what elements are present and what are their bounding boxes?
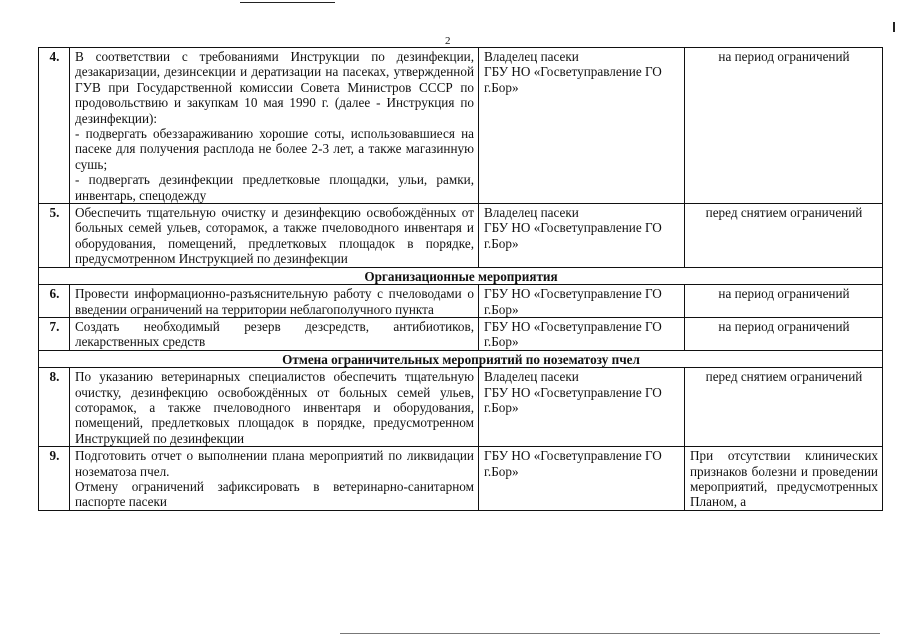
scan-mark-bottom (340, 633, 880, 634)
responsible-entry: ГБУ НО «Госветуправление ГО г.Бор» (484, 448, 662, 479)
execution-term: на период ограничений (685, 317, 883, 350)
execution-term: перед снятием ограничений (685, 204, 883, 268)
responsible-party (479, 48, 685, 204)
measure-description (70, 368, 479, 447)
responsible-party (479, 368, 685, 447)
measure-description (70, 447, 479, 511)
description-paragraph: Отмену ограничений зафиксировать в ветеринарно-санитарном паспорте пасеки (75, 478, 474, 510)
table-row (39, 317, 883, 350)
responsible-entry: ГБУ НО «Госветуправление ГО г.Бор» (484, 64, 662, 95)
execution-term: на период ограничений (685, 48, 883, 204)
row-number: 7. (39, 317, 70, 350)
table-body (39, 48, 883, 511)
description-paragraph: В соответствии с требованиями Инструкции по дезинфекции, дезакаризации, дезинсекции и дератизации на пасеках, утвержденной ГУВ при Государственной комиссии Совета Министров СССР по продовольствию и закупкам 10 мая 1990 г. (далее - Инструкция по дезинфекции): (75, 49, 474, 126)
measure-description (70, 285, 479, 318)
responsible-entry: Владелец пасеки (484, 205, 579, 221)
description-paragraph: Создать необходимый резерв дезсредств, антибиотиков, лекарственных средств (75, 318, 474, 350)
responsible-entry: ГБУ НО «Госветуправление ГО г.Бор» (484, 318, 662, 350)
measure-description (70, 317, 479, 350)
row-number: 8. (39, 368, 70, 447)
responsible-party (479, 204, 685, 268)
description-paragraph: По указанию ветеринарных специалистов обеспечить тщательную очистку, дезинфекцию освобождённых от больных семей ульев, сотoрамок, а также пчеловодного инвентаря и оборудования, помещений, предлетковых площадок в порядке, предусмотренном Инструкцией по дезинфекции (75, 369, 474, 446)
scan-mark-right (893, 22, 895, 32)
section-header-row (39, 350, 883, 367)
description-paragraph: - подвергать обеззараживанию хорошие соты, использовавшиеся на пасеке для получения расплода не более 2-3 лет, а также магазинную сушь; (75, 126, 474, 172)
responsible-party (479, 317, 685, 350)
responsible-entry: ГБУ НО «Госветуправление ГО г.Бор» (484, 220, 662, 251)
table-row (39, 285, 883, 318)
table-row (39, 447, 883, 511)
table-row (39, 368, 883, 447)
responsible-party (479, 285, 685, 318)
row-number: 9. (39, 447, 70, 511)
table-row (39, 48, 883, 204)
page-number: 2 (445, 35, 451, 47)
description-paragraph: Подготовить отчет о выполнении плана мероприятий по ликвидации нозематоза пчел. (75, 448, 474, 479)
responsible-entry: Владелец пасеки (484, 369, 579, 385)
row-number: 6. (39, 285, 70, 318)
description-paragraph: Провести информационно-разъяснительную работу с пчеловодами о введении ограничений на территории неблагополучного пункта (75, 286, 474, 317)
responsible-entry: ГБУ НО «Госветуправление ГО г.Бор» (484, 384, 662, 415)
execution-term: на период ограничений (685, 285, 883, 318)
section-title: Организационные мероприятия (39, 267, 883, 284)
measure-description (70, 204, 479, 268)
description-paragraph: Обеспечить тщательную очистку и дезинфекцию освобождённых от больных семей ульев, сотoрамок, а также пчеловодного инвентаря и оборудования, помещений, предлетковых площадок в порядке, предусмотренном Инструкцией по дезинфекции (75, 205, 474, 267)
execution-term: перед снятием ограничений (685, 368, 883, 447)
section-header-row (39, 267, 883, 284)
row-number: 5. (39, 204, 70, 268)
scan-mark-top (240, 2, 335, 3)
section-title: Отмена ограничительных мероприятий по нозематозу пчел (39, 350, 883, 367)
measures-table (38, 47, 883, 511)
description-paragraph: - подвергать дезинфекции предлетковые площадки, ульи, рамки, инвентарь, спецодежду (75, 172, 474, 203)
row-number: 4. (39, 48, 70, 204)
table-row (39, 204, 883, 268)
execution-term: При отсутствии клинических признаков болезни и проведении мероприятий, предусмотренных Планом, а (685, 447, 883, 511)
responsible-entry: Владелец пасеки (484, 49, 579, 64)
measure-description (70, 48, 479, 204)
responsible-entry: ГБУ НО «Госветуправление ГО г.Бор» (484, 286, 662, 317)
responsible-party (479, 447, 685, 511)
